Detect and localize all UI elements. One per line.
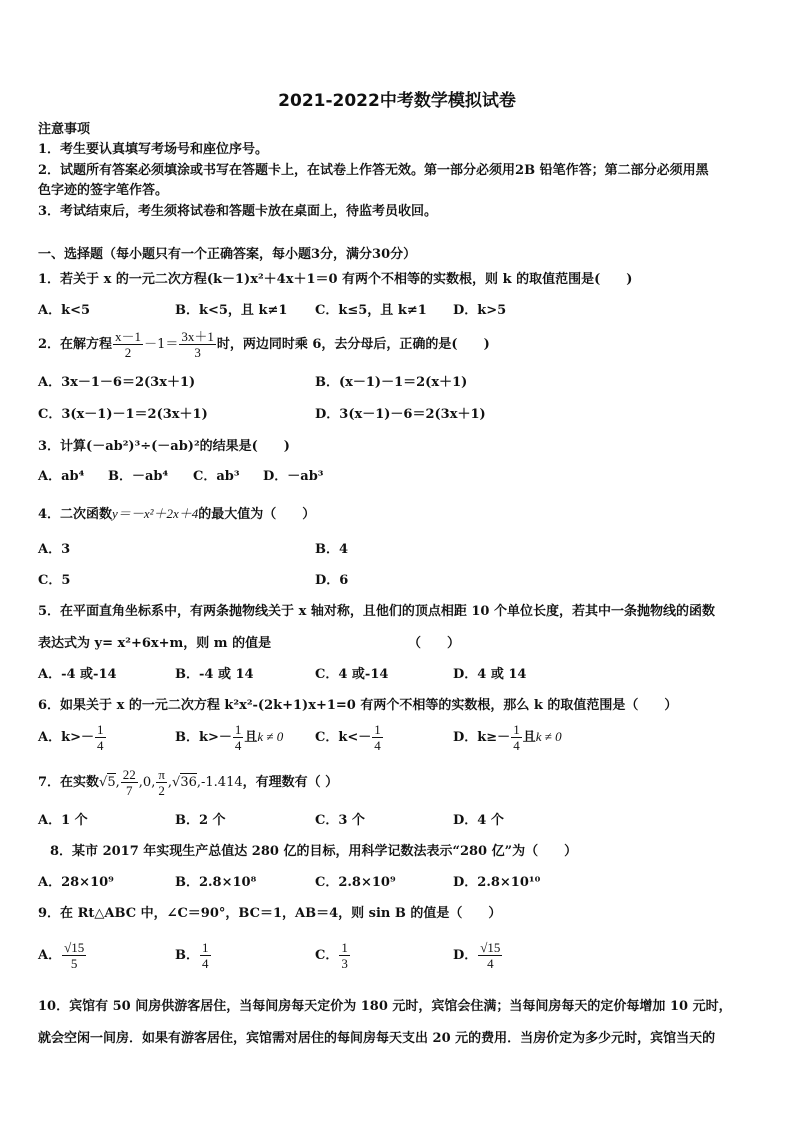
q6-a-den: 4 <box>97 738 104 753</box>
q9-option-a <box>38 940 87 971</box>
q7-option-a: A．1 个 <box>38 813 88 828</box>
q2-f1-numerator: x－1 <box>115 329 142 344</box>
q3-option-d: D．－ab³ <box>263 469 324 484</box>
q2-option-b: B．(x－1)－1＝2(x＋1) <box>315 375 468 390</box>
q6-option-d-label: D．k≥－ <box>453 730 511 745</box>
q7-option-c: C．3 个 <box>315 813 365 828</box>
q2-option-d: D．3(x－1)－6＝2(3x＋1) <box>315 407 486 422</box>
q9-option-b-label: B． <box>175 948 199 963</box>
q9-c-fraction <box>339 940 350 971</box>
q9-d-num: √15 <box>480 940 501 955</box>
q9-option-c <box>315 940 351 971</box>
q6-d-cond: k ≠ 0 <box>535 729 562 744</box>
q9-a-fraction <box>62 940 86 971</box>
question-3-stem: 3．计算(－ab²)³÷(－ab)²的结果是( ) <box>38 439 290 454</box>
q6-b-and: 且 <box>244 730 258 745</box>
q6-option-b <box>175 722 283 753</box>
q7-22: 22 <box>122 767 136 782</box>
q6-d-den: 4 <box>513 738 520 753</box>
q2-fraction-2 <box>179 329 216 360</box>
q6-c-fraction <box>372 722 383 753</box>
q4-option-a: A．3 <box>38 542 71 557</box>
q7-stem-a: 7．在实数 <box>38 775 100 790</box>
q5-answer-bracket: （ ） <box>408 636 461 651</box>
page-title: 2021-2022中考数学模拟试卷 <box>278 91 516 111</box>
q9-d-den: 4 <box>487 956 494 971</box>
notice-item-2-cont: 色字迹的签字笔作答。 <box>38 183 169 198</box>
q2-f2-denominator: 3 <box>194 345 201 360</box>
q9-option-b <box>175 940 212 971</box>
q3-option-a: A．ab⁴ <box>38 469 85 484</box>
q4-stem-b: 的最大值为（ ） <box>198 507 316 522</box>
q1-option-c: C．k≤5，且 k≠1 <box>315 303 427 318</box>
q2-option-a: A．3x－1－6＝2(3x＋1) <box>38 375 196 390</box>
q2-mid: －1＝ <box>144 337 179 352</box>
q2-fraction-1 <box>113 329 143 360</box>
q9-b-num: 1 <box>202 940 209 955</box>
q6-c-num: 1 <box>374 722 381 737</box>
notice-item-2: 2．试题所有答案必须填涂或书写在答题卡上，在试卷上作答无效。第一部分必须用2B 铅笔作答；第二部分必须用黑 <box>38 163 709 178</box>
notice-item-1: 1．考生要认真填写考场号和座位序号。 <box>38 142 269 157</box>
q7-frac-22-7 <box>121 767 138 798</box>
q7-option-d: D．4 个 <box>453 813 504 828</box>
notice-item-3: 3．考试结束后，考生须将试卷和答题卡放在桌面上，待监考员收回。 <box>38 204 438 219</box>
q6-option-c <box>315 722 384 753</box>
q9-option-d <box>453 940 503 971</box>
q7-pi: π <box>158 767 165 782</box>
q2-f1-denominator: 2 <box>124 345 132 360</box>
q9-a-den: 5 <box>70 956 78 971</box>
q1-option-b: B．k<5，且 k≠1 <box>175 303 288 318</box>
q6-b-den: 4 <box>234 738 242 753</box>
notice-heading: 注意事项 <box>38 122 91 137</box>
question-4-stem <box>38 505 315 524</box>
q1-option-d: D．k>5 <box>453 303 507 318</box>
question-1-stem: 1．若关于 x 的一元二次方程(k－1)x²＋4x＋1＝0 有两个不相等的实数根，则 k 的取值范围是( ) <box>38 272 633 287</box>
q6-option-d <box>453 722 562 753</box>
q6-c-den: 4 <box>374 738 381 753</box>
q6-d-fraction <box>511 722 522 753</box>
section-heading: 一、选择题（每小题只有一个正确答案，每小题3分，满分30分） <box>38 247 417 262</box>
q5-option-b: B．-4 或 14 <box>175 667 254 682</box>
q4-option-c: C．5 <box>38 573 71 588</box>
q6-option-c-label: C．k<－ <box>315 730 372 745</box>
q6-b-cond: k ≠ 0 <box>257 729 284 744</box>
q9-c-num: 1 <box>341 940 348 955</box>
q7-frac-pi-2 <box>156 767 167 798</box>
q4-option-d: D．6 <box>315 573 349 588</box>
q7-number-list: √5, $\frac{22}{7}$ ,0, $\frac{\pi}{2}$ ,√36,-1.414 <box>99 767 243 798</box>
q2-stem-b: 时，两边同时乘 6，去分母后，正确的是( ) <box>216 337 490 352</box>
question-9-stem: 9．在 Rt△ABC 中，∠C＝90°，BC＝1，AB＝4，则 sin B 的值是（ ） <box>38 906 502 921</box>
question-8-stem: 8．某市 2017 年实现生产总值达 280 亿的目标，用科学记数法表示“280 亿”为（ ） <box>50 844 578 859</box>
q7-2: 2 <box>158 783 165 798</box>
question-5-line-1: 5．在平面直角坐标系中，有两条抛物线关于 x 轴对称，且他们的顶点相距 10 个单位长度，若其中一条抛物线的函数 <box>38 604 715 619</box>
q9-option-d-label: D． <box>453 948 478 963</box>
q6-b-fraction <box>233 722 244 753</box>
q2-stem-a: 2．在解方程 <box>38 337 113 352</box>
q4-formula: y＝－x²＋2x＋4 <box>112 506 199 521</box>
q9-b-fraction <box>200 940 211 971</box>
question-6-stem: 6．如果关于 x 的一元二次方程 k²x²-(2k+1)x+1=0 有两个不相等的实数根，那么 k 的取值范围是（ ） <box>38 698 678 713</box>
q9-c-den: 3 <box>341 956 348 971</box>
q5-option-c: C．4 或-14 <box>315 667 389 682</box>
q7-option-b: B．2 个 <box>175 813 226 828</box>
q6-d-num: 1 <box>513 722 520 737</box>
q6-option-a-label: A．k>－ <box>38 730 94 745</box>
q9-option-a-label: A． <box>38 948 62 963</box>
q8-option-a: A．28×10⁹ <box>38 875 114 890</box>
q3-option-b: B．－ab⁴ <box>108 469 169 484</box>
q3-option-c: C．ab³ <box>193 469 240 484</box>
q7-sqrt5: 5 <box>107 775 116 790</box>
question-7-stem <box>38 767 338 798</box>
q9-b-den: 4 <box>202 956 209 971</box>
q9-option-c-label: C． <box>315 948 339 963</box>
q8-option-d: D．2.8×10¹⁰ <box>453 875 541 890</box>
q7-sqrt36: 36 <box>180 775 197 790</box>
q2-option-c: C．3(x－1)－1＝2(3x＋1) <box>38 407 208 422</box>
q5-option-d: D．4 或 14 <box>453 667 527 682</box>
q8-option-c: C．2.8×10⁹ <box>315 875 396 890</box>
q6-a-num: 1 <box>97 722 104 737</box>
q9-a-num: √15 <box>64 940 85 955</box>
question-2-stem <box>38 329 490 360</box>
q7-last: -1.414 <box>201 775 243 790</box>
q1-option-a: A．k<5 <box>38 303 91 318</box>
q7-zero: 0 <box>142 775 152 790</box>
q9-d-fraction <box>478 940 502 971</box>
q7-7: 7 <box>126 783 133 798</box>
q4-option-b: B．4 <box>315 542 349 557</box>
q6-option-a <box>38 722 107 753</box>
q4-stem-a: 4．二次函数 <box>38 507 113 522</box>
q6-option-b-label: B．k>－ <box>175 730 232 745</box>
q7-stem-b: ，有理数有（ ） <box>242 775 339 790</box>
q2-f2-numerator: 3x＋1 <box>181 329 214 344</box>
q6-d-and: 且 <box>522 730 536 745</box>
question-5-line-2: 表达式为 y= x²+6x+m，则 m 的值是 <box>38 636 272 651</box>
q5-option-a: A．-4 或-14 <box>38 667 117 682</box>
question-10-line-2: 就会空闲一间房．如果有游客居住，宾馆需对居住的每间房每天支出 20 元的费用．当房价定为多少元时，宾馆当天的 <box>38 1031 716 1046</box>
q6-a-fraction <box>95 722 106 753</box>
q6-b-num: 1 <box>234 722 242 737</box>
question-10-line-1: 10．宾馆有 50 间房供游客居住，当每间房每天定价为 180 元时，宾馆会住满；当每间房每天的定价每增加 10 元时， <box>38 999 732 1014</box>
q8-option-b: B．2.8×10⁸ <box>175 875 257 890</box>
